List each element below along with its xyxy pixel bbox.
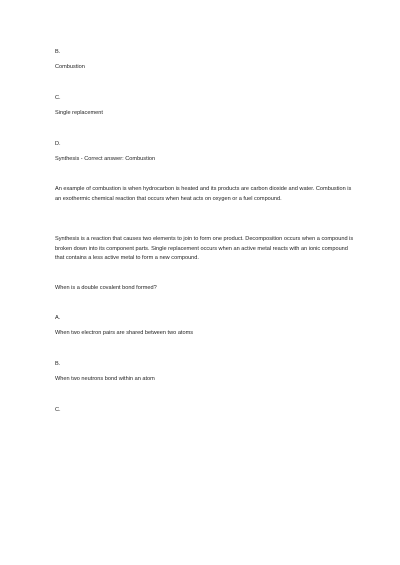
q1-option-d-text: Synthesis - Correct answer: Combustion bbox=[55, 156, 156, 162]
explanation-combustion: An example of combustion is when hydrocarbon is heated and its products are carbon dioxide and water. Combustion is an exothermic chemical reaction that occurs when heat acts on oxygen or a fuel compound. bbox=[55, 186, 352, 202]
q1-option-b-letter: B. bbox=[55, 49, 61, 55]
explanation-reaction-types: Synthesis is a reaction that causes two elements to join to form one product. Decomposition occurs when a compound is broken down into its component parts. Single replacement occurs when an active metal reacts with an ionic compound that contains a less active metal to form a new compound. bbox=[55, 236, 354, 261]
q1-option-d-letter: D. bbox=[55, 141, 61, 147]
q2-option-b-letter: B. bbox=[55, 361, 61, 367]
q1-option-c-letter: C. bbox=[55, 95, 61, 101]
q2-option-c-letter: C. bbox=[55, 407, 61, 413]
q2-option-a-text: When two electron pairs are shared between two atoms bbox=[55, 330, 194, 336]
q2-question: When is a double covalent bond formed? bbox=[55, 285, 157, 291]
q2-option-b-text: When two neutrons bond within an atom bbox=[55, 376, 155, 382]
q1-option-b-text: Combustion bbox=[55, 64, 85, 70]
q2-option-a-letter: A. bbox=[55, 315, 61, 321]
q1-option-c-text: Single replacement bbox=[55, 110, 103, 116]
